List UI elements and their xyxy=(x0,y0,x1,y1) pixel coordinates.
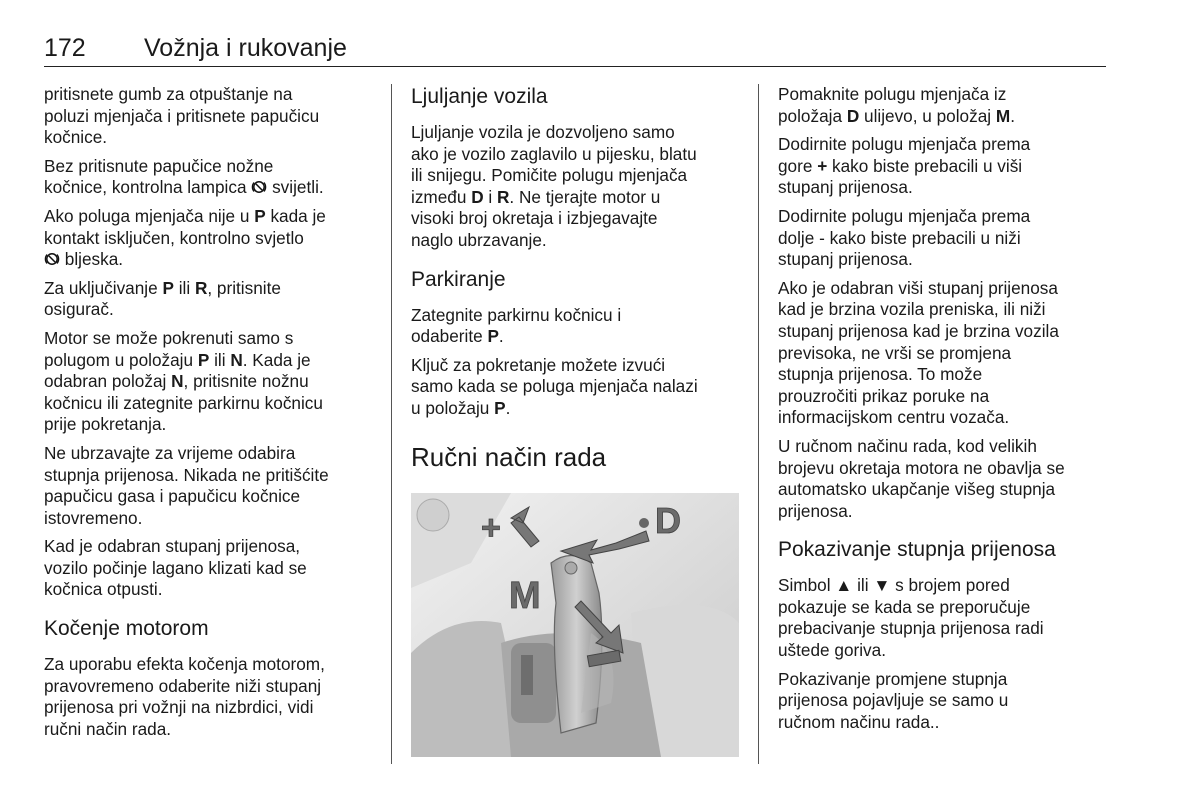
paragraph: Dodirnite polugu mjenjača prema dolje - kako biste prebacili u niži stupanj prijenosa. xyxy=(778,205,1031,270)
column-divider xyxy=(758,84,759,764)
paragraph: Dodirnite polugu mjenjača prema gore + kako biste prebacili u viši stupanj prijenosa. xyxy=(778,134,1031,198)
paragraph: pritisnete gumb za otpuštanje na poluzi mjenjača i pritisnete papučicu kočnice. xyxy=(44,84,320,148)
paragraph: U ručnom načinu rada, kod velikih brojevu okretaja motora ne obavlja se automatsko ukapčanje višeg stupnja prijenosa. xyxy=(778,435,1065,521)
paragraph: Bez pritisnute papučice nožne kočnice, kontrolna lampica svijetli. xyxy=(44,155,324,198)
plus-label: + xyxy=(481,509,501,547)
paragraph: Zategnite parkirnu kočnicu i odaberite P. xyxy=(411,304,622,347)
paragraph: Ključ za pokretanje možete izvući samo kada se poluga mjenjača nalazi u položaju P. xyxy=(411,354,698,418)
gear-lever-illustration xyxy=(411,493,739,757)
gear-lever-drawing xyxy=(411,493,739,757)
column-divider xyxy=(391,84,392,764)
chapter-heading: Ručni način rada xyxy=(411,441,607,472)
paragraph: Za uporabu efekta kočenja motorom, pravovremeno odaberite niži stupanj prijenosa pri vožnji na nizbrdici, vidi ručni način rada. xyxy=(44,654,325,739)
paragraph: Ljuljanje vozila je dozvoljeno samo ako je vozilo zaglavilo u pijesku, blatu ili snijegu. Pomičite polugu mjenjača između D i R. Ne tjerajte motor u visoki broj okretaja i izbjegavajte naglo ubrzavanje. xyxy=(411,122,697,250)
d-position-label: D xyxy=(655,500,681,541)
paragraph: Ne ubrzavajte za vrijeme odabira stupnja prijenosa. Nikada ne pritišćite papučicu gasa i papučicu kočnice istovremeno. xyxy=(44,442,329,528)
brake-warning-icon xyxy=(251,179,267,195)
chapter-title: Vožnja i rukovanje xyxy=(144,34,347,62)
section-heading: Kočenje motorom xyxy=(44,617,209,641)
paragraph: Pomaknite polugu mjenjača iz položaja D ulijevo, u položaj M. xyxy=(778,84,1015,126)
section-heading: Ljuljanje vozila xyxy=(411,85,548,108)
paragraph: Za uključivanje P ili R, pritisnite osigurač. xyxy=(44,277,281,320)
section-heading: Pokazivanje stupnja prijenosa xyxy=(778,538,1056,562)
section-heading: Parkiranje xyxy=(411,267,506,291)
m-position-label: M xyxy=(509,575,541,617)
paragraph: Simbol ▲ ili ▼ s brojem pored pokazuje se kada se preporučuje prebacivanje stupnja prijenosa radi uštede goriva. xyxy=(778,575,1044,661)
column-right xyxy=(778,84,1108,740)
page-header xyxy=(44,34,1106,67)
column-left xyxy=(44,84,380,747)
paragraph: Ako poluga mjenjača nije u P kada je kontakt isključen, kontrolno svjetlo bljeska. xyxy=(44,205,326,270)
paragraph: Ako je odabran viši stupanj prijenosa kad je brzina vozila preniska, ili niži stupanj prijenosa kad je brzina vozila previsoka, ne vrši se promjena stupnja prijenosa. To može prouzročiti prikaz poruke na informacijskom centru vozača. xyxy=(778,277,1059,428)
paragraph: Motor se može pokrenuti samo s polugom u položaju P ili N. Kada je odabran položaj N, pritisnite nožnu kočnicu ili zategnite parkirnu kočnicu prije pokretanja. xyxy=(44,327,323,435)
paragraph: Kad je odabran stupanj prijenosa, vozilo počinje lagano klizati kad se kočnica otpusti. xyxy=(44,536,307,600)
page-number: 172 xyxy=(44,34,86,62)
column-middle xyxy=(411,84,741,484)
paragraph: Pokazivanje promjene stupnja prijenosa pojavljuje se samo u ručnom načinu rada.. xyxy=(778,668,1009,732)
brake-warning-icon xyxy=(44,251,60,267)
